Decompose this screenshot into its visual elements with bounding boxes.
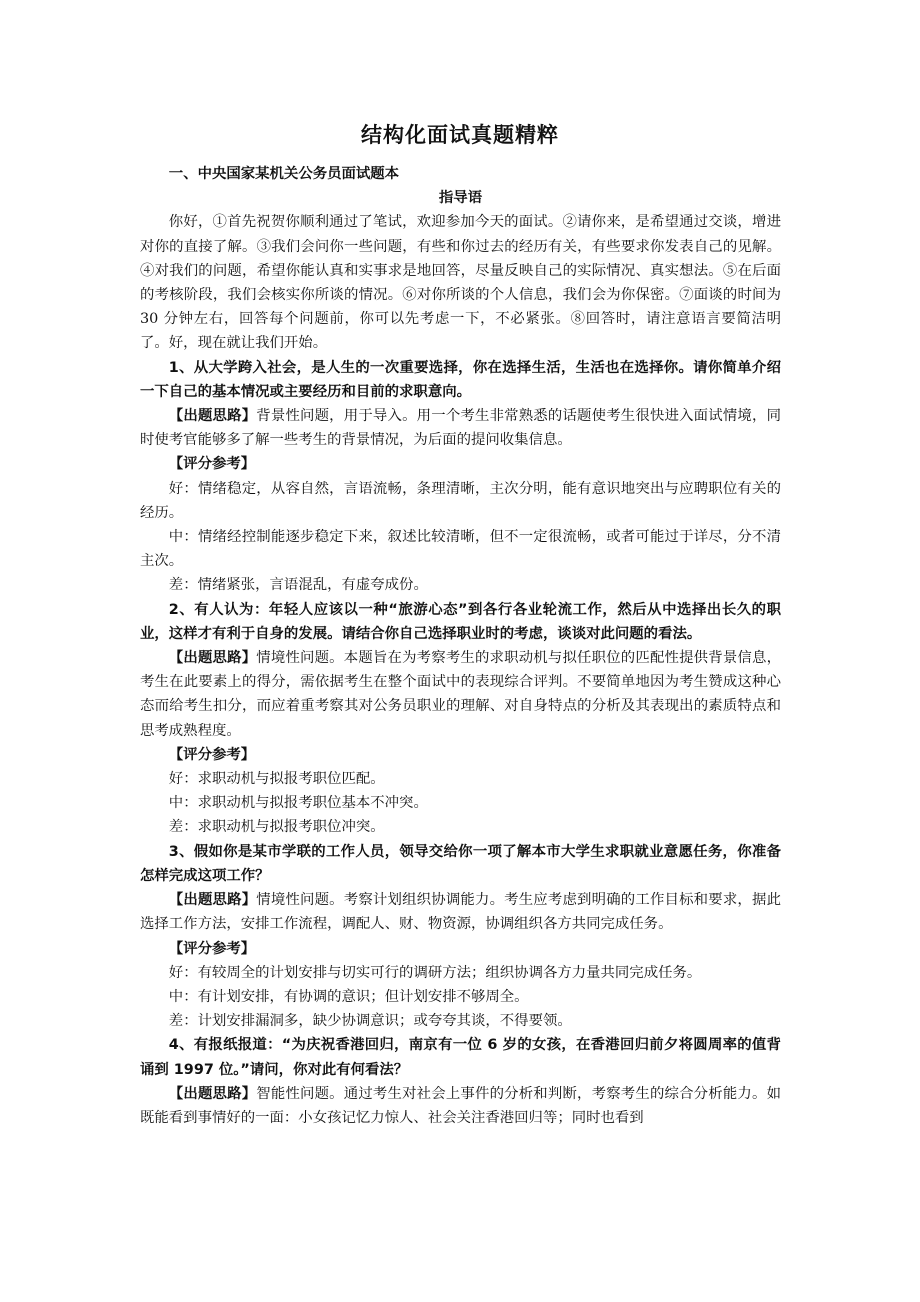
question-2-score-label: 【评分参考】: [168, 746, 256, 763]
question-1-mid: 中：情绪经控制能逐步稳定下来，叙述比较清晰，但不一定很流畅，或者可能过于详尽，分不清主次。: [140, 529, 781, 570]
idea-label: 【出题思路】: [168, 650, 257, 667]
document-title: 结构化面试真题精粹: [361, 123, 559, 147]
question-3-mid: 中：有计划安排，有协调的意识；但计划安排不够周全。: [168, 988, 529, 1005]
question-3-good: 好：有较周全的计划安排与切实可行的调研方法；组织协调各方力量共同完成任务。: [168, 964, 702, 981]
section-heading: 一、中央国家某机关公务员面试题本: [168, 166, 400, 182]
idea-text: 智能性问题。通过考生对社会上事件的分析和判断，考察考生的综合分析能力。如既能看到事情好的一面：小女孩记忆力惊人、社会关注香港回归等；同时也看到: [140, 1085, 781, 1126]
guide-title: 指导语: [438, 190, 483, 207]
question-3-bad: 差：计划安排漏洞多，缺少协调意识；或夸夸其谈，不得要领。: [168, 1013, 572, 1030]
document-body: [140, 162, 781, 1130]
idea-text: 情境性问题。本题旨在为考察考生的求职动机与拟任职位的匹配性提供背景信息，考生在此要素上的得分，需依据考生在整个面试中的表现综合评判。不要简单地因为考生赞成这种心态而给考生扣分，而应着重考察其对公务员职业的理解、对自身特点的分析及其表现出的素质特点和思考成熟程度。: [140, 650, 781, 739]
question-1-bad: 差：情绪紧张，言语混乱，有虚夸成份。: [168, 577, 428, 594]
question-2-good: 好：求职动机与拟报考职位匹配。: [168, 771, 385, 788]
question-2: 2、有人认为：年轻人应该以一种“旅游心态”到各行各业轮流工作，然后从中选择出长久的职业，这样才有利于自身的发展。请结合你自己选择职业时的考虑，谈谈对此问题的看法。: [140, 601, 781, 642]
idea-text: 情境性问题。考察计划组织协调能力。考生应考虑到明确的工作目标和要求，据此选择工作方法，安排工作流程，调配人、财、物资源，协调组织各方共同完成任务。: [140, 892, 781, 933]
question-2-idea: [140, 646, 781, 743]
question-1-score-label: 【评分参考】: [168, 456, 256, 473]
question-1-good: 好：情绪稳定，从容自然，言语流畅，条理清晰，主次分明，能有意识地突出与应聘职位有关的经历。: [140, 480, 781, 521]
question-1-idea: [140, 404, 781, 452]
idea-text: 背景性问题，用于导入。用一个考生非常熟悉的话题使考生很快进入面试情境，同时使考官能够多了解一些考生的背景情况，为后面的提问收集信息。: [140, 408, 781, 449]
question-3: 3、假如你是某市学联的工作人员，领导交给你一项了解本市大学生求职就业意愿任务，你准备怎样完成这项工作？: [140, 843, 781, 884]
question-4: 4、有报纸报道：“为庆祝香港回归，南京有一位 6 岁的女孩，在香港回归前夕将圆周率的值背诵到 1997 位。”请问，你对此有何看法？: [140, 1037, 781, 1078]
question-2-mid: 中：求职动机与拟报考职位基本不冲突。: [168, 795, 428, 812]
question-4-idea: [140, 1082, 781, 1130]
idea-label: 【出题思路】: [168, 408, 257, 425]
question-3-idea: [140, 888, 781, 936]
question-1: 1、从大学跨入社会，是人生的一次重要选择，你在选择生活，生活也在选择你。请你简单介绍一下自己的基本情况或主要经历和目前的求职意向。: [140, 359, 781, 400]
idea-label: 【出题思路】: [168, 1085, 257, 1102]
idea-label: 【出题思路】: [168, 892, 257, 909]
question-2-bad: 差：求职动机与拟报考职位冲突。: [168, 819, 385, 836]
question-3-score-label: 【评分参考】: [168, 940, 256, 957]
guide-paragraph: 你好，①首先祝贺你顺利通过了笔试，欢迎参加今天的面试。②请你来，是希望通过交谈，增进对你的直接了解。③我们会问你一些问题，有些和你过去的经历有关，有些要求你发表自己的见解。④对我们的问题，希望你能认真和实事求是地回答，尽量反映自己的实际情况、真实想法。⑤在后面的考核阶段，我们会核实你所谈的情况。⑥对你所谈的个人信息，我们会为你保密。⑦面谈的时间为 30 分钟左右，回答每个问题前，你可以先考虑一下，不必紧张。⑧回答时，请注意语言要简洁明了。好，现在就让我们开始。: [140, 214, 781, 352]
